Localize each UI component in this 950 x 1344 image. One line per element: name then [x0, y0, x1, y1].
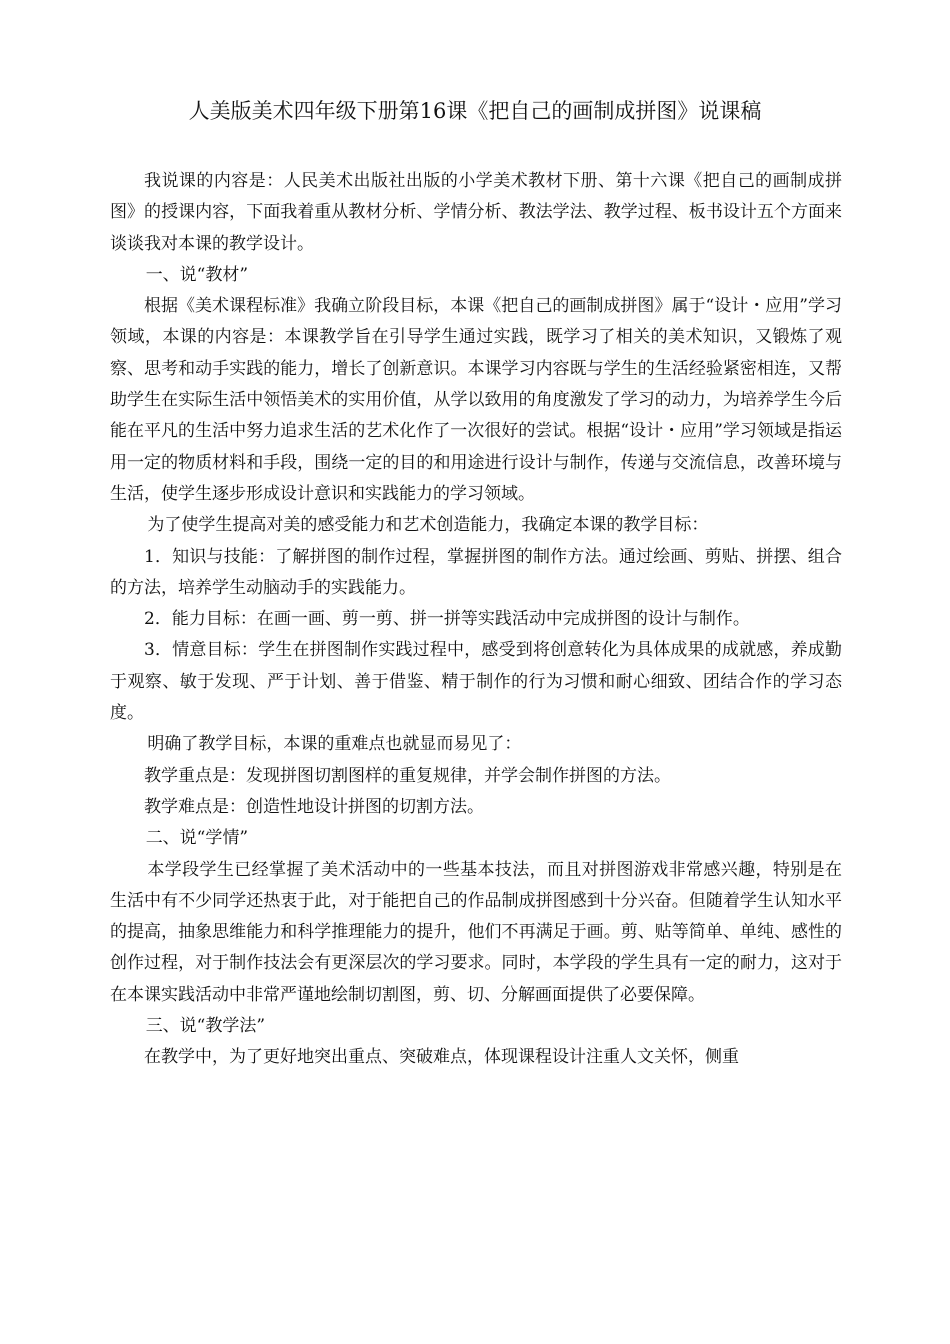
intro-paragraph: 我说课的内容是：人民美术出版社出版的小学美术教材下册、第十六课《把自己的画制成拼图》的授课内容，下面我着重从教材分析、学情分析、教法学法、教学过程、板书设计五个方面来谈谈我对本课的教学设计。	[110, 171, 842, 254]
section-heading-textbook: 一、说“教材”	[145, 264, 249, 285]
document-body	[110, 166, 842, 1074]
section-heading-methods: 三、说“教学法”	[145, 1016, 266, 1037]
difficult-point-paragraph: 教学难点是：创造性地设计拼图的切割方法。	[144, 796, 484, 817]
goals-intro-paragraph: 为了使学生提高对美的感受能力和艺术创造能力，我确定本课的教学目标：	[147, 515, 709, 536]
document-title: 人美版美术四年级下册第16课《把自己的画制成拼图》说课稿	[188, 99, 762, 123]
students-paragraph: 本学段学生已经掌握了美术活动中的一些基本技法，而且对拼图游戏非常感兴趣，特别是在生活中有不少同学还热衷于此，对于能把自己的作品制成拼图感到十分兴奋。但随着学生认知水平的提高，抽象思维能力和科学推理能力的提升，他们不再满足于画。剪、贴等简单、单纯、感性的创作过程，对于制作技法会有更深层次的学习要求。同时，本学段的学生具有一定的耐力，这对于在本课实践活动中非常严谨地绘制切割图，剪、切、分解画面提供了必要保障。	[110, 859, 842, 1005]
goal-ability-paragraph: 2．能力目标：在画一画、剪一剪、拼一拼等实践活动中完成拼图的设计与制作。	[144, 609, 750, 630]
textbook-paragraph: 根据《美术课程标准》我确立阶段目标，本课《把自己的画制成拼图》属于“设计・应用”学习领域，本课的内容是：本课教学旨在引导学生通过实践，既学习了相关的美术知识，又锻炼了观察、思考和动手实践的能力，增长了创新意识。本课学习内容既与学生的生活经验紧密相连，又帮助学生在实际生活中领悟美术的实用价值，从学以致用的角度激发了学习的动力，为培养学生今后能在平凡的生活中努力追求生活的艺术化作了一次很好的尝试。根据“设计・应用”学习领域是指运用一定的物质材料和手段，围绕一定的目的和用途进行设计与制作，传递与交流信息，改善环境与生活，使学生逐步形成设计意识和实践能力的学习领域。	[110, 296, 842, 504]
goal-knowledge-paragraph: 1．知识与技能：了解拼图的制作过程，掌握拼图的制作方法。通过绘画、剪贴、拼摆、组合的方法，培养学生动脑动手的实践能力。	[110, 546, 842, 598]
methods-paragraph: 在教学中，为了更好地突出重点、突破难点，体现课程设计注重人文关怀，侧重	[144, 1047, 739, 1068]
goal-emotion-paragraph: 3．情意目标：学生在拼图制作实践过程中，感受到将创意转化为具体成果的成就感，养成勤于观察、敏于发现、严于计划、善于借鉴、精于制作的行为习惯和耐心细致、团结合作的学习态度。	[110, 640, 842, 724]
key-points-intro-paragraph: 明确了教学目标，本课的重难点也就显而易见了：	[147, 734, 522, 755]
section-heading-students: 二、说“学情”	[145, 828, 249, 849]
key-point-paragraph: 教学重点是：发现拼图切割图样的重复规律，并学会制作拼图的方法。	[144, 765, 671, 786]
